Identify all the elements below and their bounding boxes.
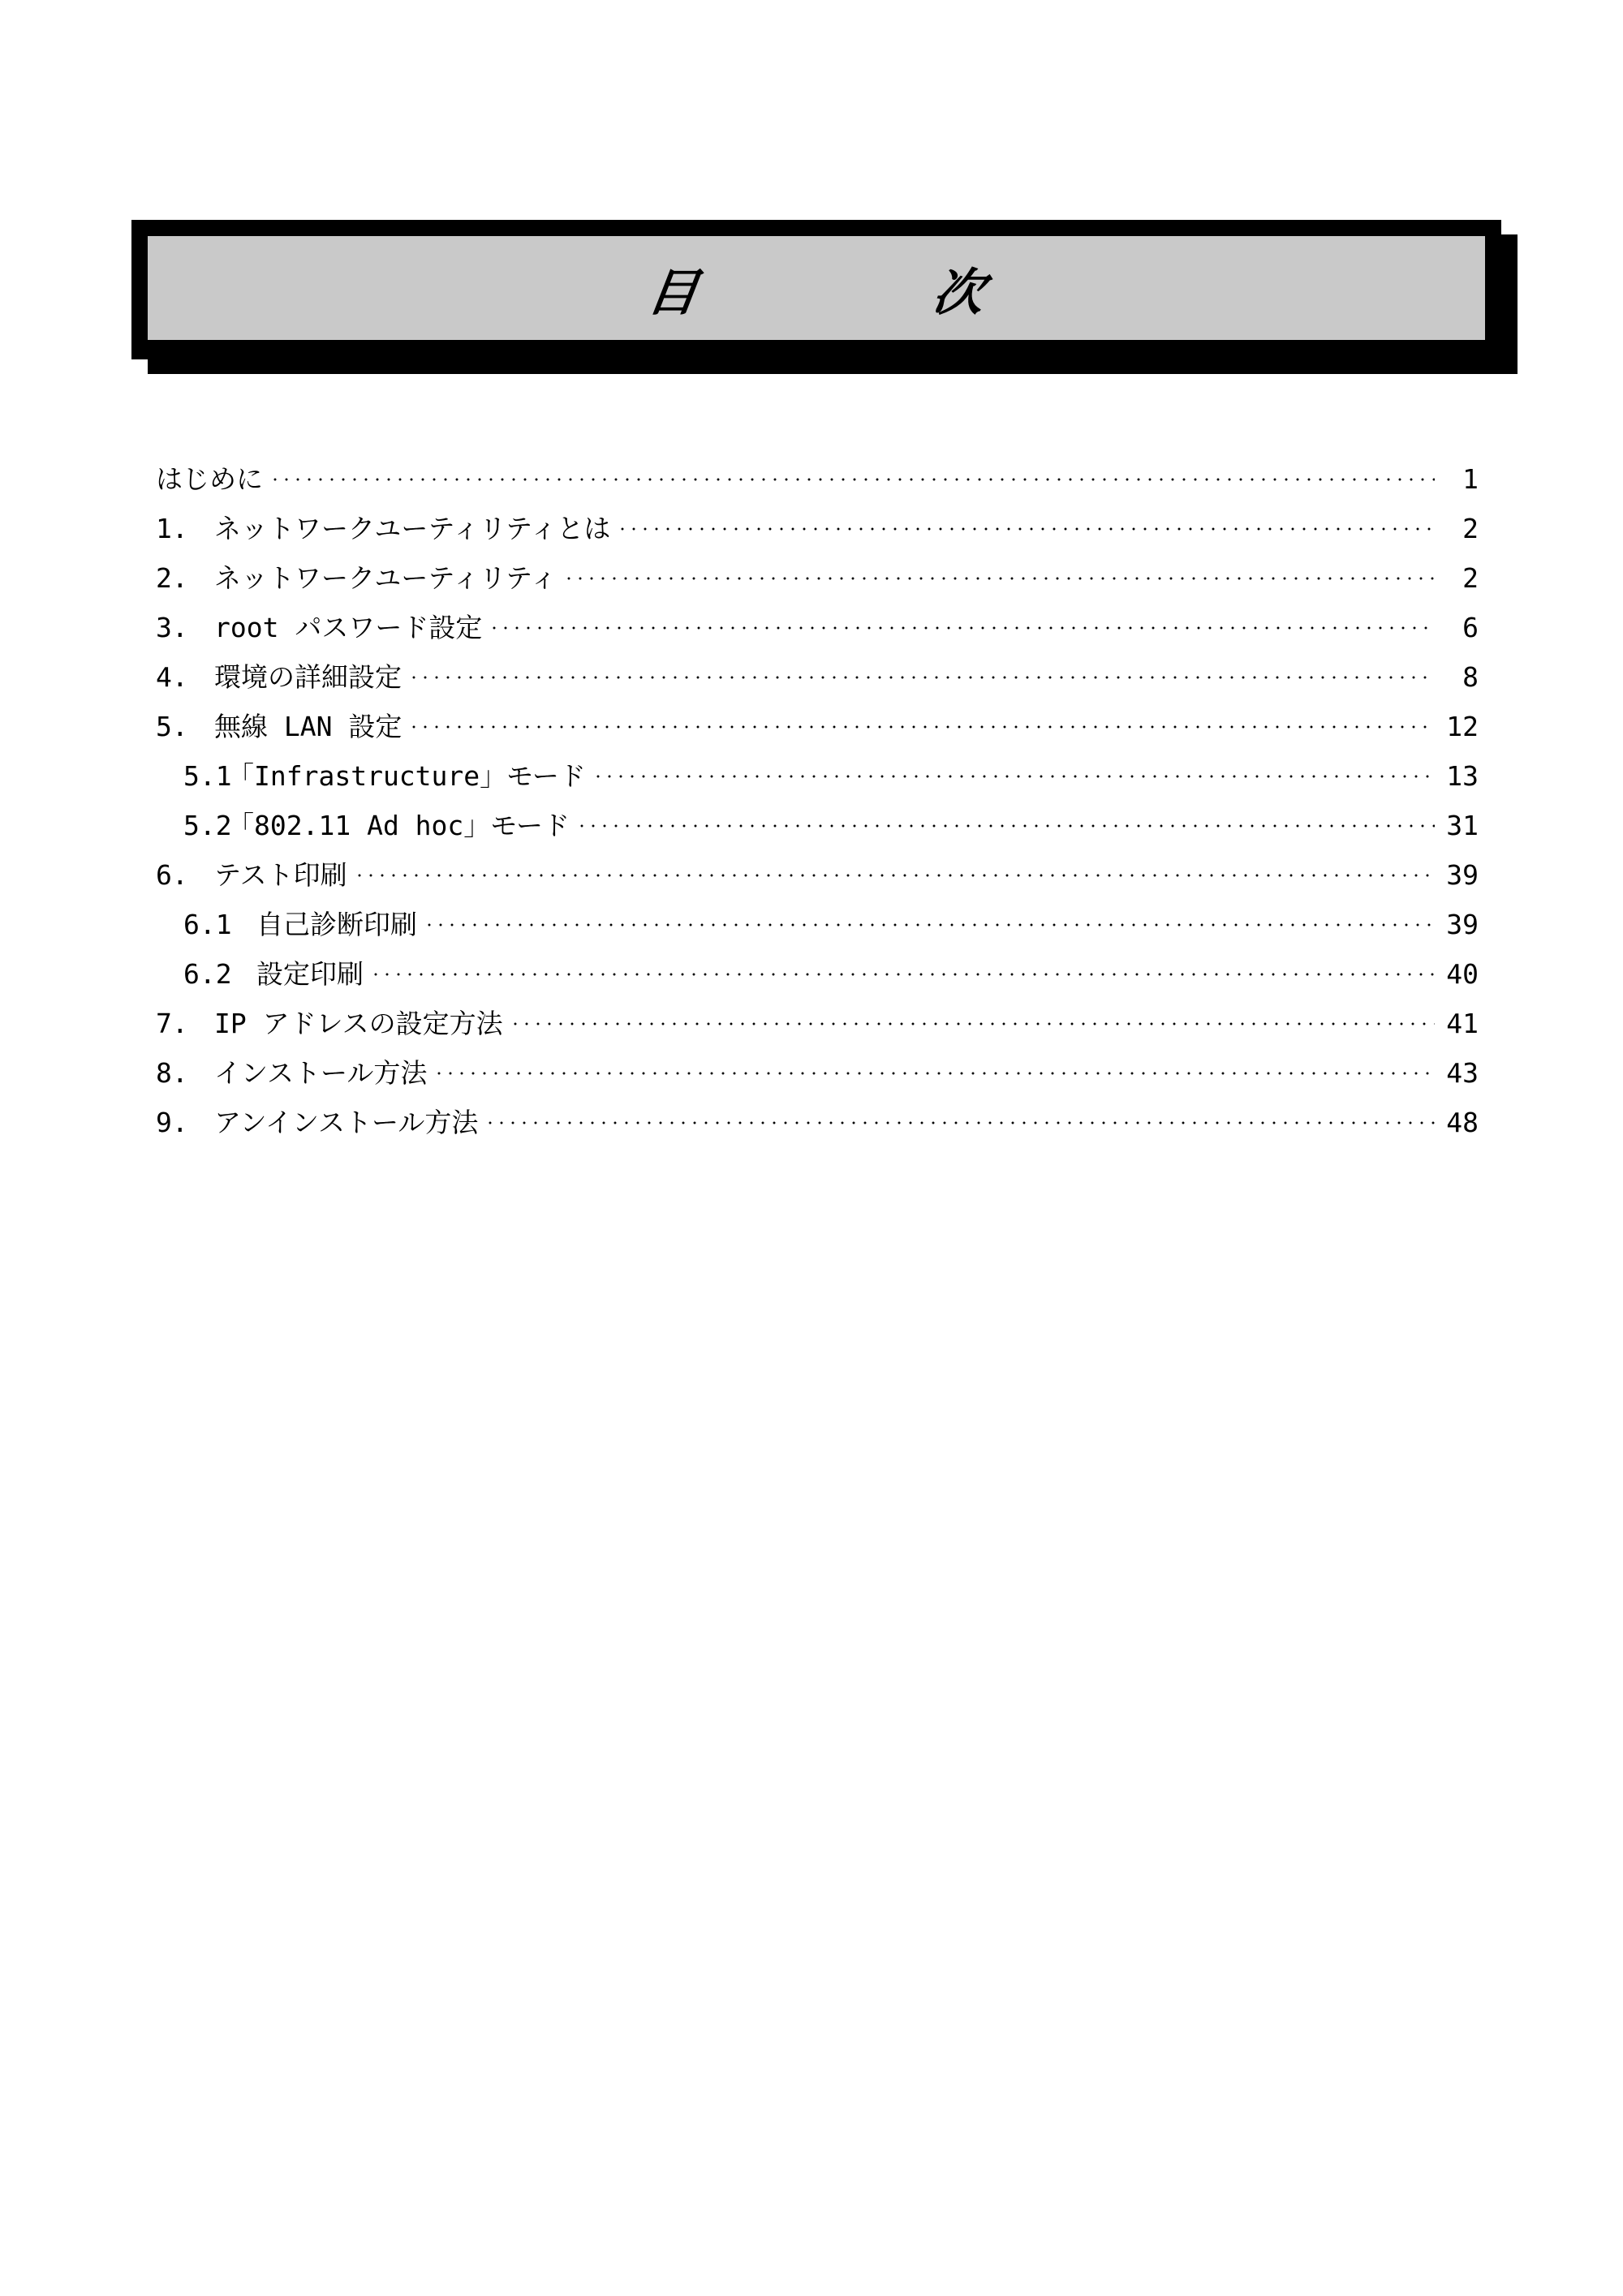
toc-entry-label: 設定印刷 (256, 958, 364, 990)
toc-entry-label: IP アドレスの設定方法 (214, 1008, 503, 1039)
dot-leader (510, 1022, 1435, 1025)
toc-entry-page: 1 (1462, 463, 1479, 495)
toc-entry-page: 39 (1446, 909, 1479, 940)
table-of-contents (156, 454, 1479, 1147)
toc-entry-page: 8 (1462, 661, 1479, 693)
toc-entry-7[interactable] (156, 999, 1479, 1048)
toc-entry-page: 2 (1462, 513, 1479, 544)
toc-entry-number: 7. (156, 1008, 188, 1039)
toc-entry-label: ネットワークユーティリティとは (214, 513, 611, 544)
toc-entry-label: テスト印刷 (214, 859, 347, 891)
toc-entry-number: 5.2 (183, 810, 232, 841)
toc-entry-label: 無線 LAN 設定 (214, 711, 403, 742)
dot-leader (576, 824, 1435, 828)
dot-leader (269, 478, 1435, 481)
toc-entry-number: 5.1 (183, 760, 232, 792)
toc-entry-page: 39 (1446, 859, 1479, 891)
toc-entry-number: 6.1 (183, 909, 232, 940)
toc-entry-page: 31 (1446, 810, 1479, 841)
toc-entry-5[interactable] (156, 702, 1479, 751)
toc-entry-page: 41 (1446, 1008, 1479, 1039)
toc-entry-page: 6 (1462, 612, 1479, 643)
toc-entry-label: インストール方法 (214, 1057, 428, 1089)
toc-entry-page: 48 (1446, 1107, 1479, 1138)
toc-entry-label: 「802.11 Ad hoc」モード (227, 810, 570, 841)
toc-entry-label: アンインストール方法 (214, 1107, 479, 1138)
toc-entry-number: 4. (156, 661, 188, 693)
toc-entry-page: 40 (1446, 958, 1479, 990)
toc-entry-9[interactable] (156, 1098, 1479, 1147)
dot-leader (592, 775, 1435, 778)
toc-entry-label: root パスワード設定 (214, 612, 483, 643)
dot-leader (563, 577, 1435, 580)
toc-entry-number: 3. (156, 612, 188, 643)
title-banner-panel (148, 236, 1485, 340)
toc-entry-page: 2 (1462, 562, 1479, 594)
toc-entry-3[interactable] (156, 603, 1479, 652)
dot-leader (370, 973, 1435, 976)
toc-entry-1[interactable] (156, 504, 1479, 553)
toc-entry-page: 43 (1446, 1057, 1479, 1089)
toc-entry-number: 8. (156, 1057, 188, 1089)
toc-entry-number: 6. (156, 859, 188, 891)
toc-entry-label: はじめに (156, 463, 263, 495)
toc-entry-page: 12 (1446, 711, 1479, 742)
dot-leader (484, 1121, 1435, 1124)
title-char-1: 目 (644, 262, 703, 322)
dot-leader (408, 725, 1435, 729)
dot-leader (489, 626, 1435, 630)
toc-entry-number: 1. (156, 513, 188, 544)
toc-entry-5-2[interactable] (156, 801, 1479, 850)
toc-entry-6-1[interactable] (156, 900, 1479, 949)
toc-entry-4[interactable] (156, 652, 1479, 702)
dot-leader (617, 527, 1435, 531)
toc-entry-number: 5. (156, 711, 188, 742)
dot-leader (424, 923, 1435, 927)
title-char-2: 次 (929, 262, 988, 322)
toc-entry-6-2[interactable] (156, 949, 1479, 999)
dot-leader (433, 1072, 1435, 1075)
toc-entry-introduction[interactable] (156, 454, 1479, 504)
dot-leader (354, 874, 1435, 877)
toc-entry-2[interactable] (156, 553, 1479, 603)
toc-entry-page: 13 (1446, 760, 1479, 792)
toc-entry-8[interactable] (156, 1048, 1479, 1098)
page-title (148, 236, 1485, 340)
toc-entry-label: 「Infrastructure」モード (227, 760, 586, 792)
toc-entry-number: 2. (156, 562, 188, 594)
dot-leader (408, 676, 1435, 679)
toc-entry-number: 6.2 (183, 958, 232, 990)
toc-entry-6[interactable] (156, 850, 1479, 900)
toc-entry-label: ネットワークユーティリティ (214, 562, 558, 594)
toc-entry-label: 環境の詳細設定 (214, 661, 402, 693)
toc-entry-label: 自己診断印刷 (256, 909, 417, 940)
toc-entry-number: 9. (156, 1107, 188, 1138)
toc-entry-5-1[interactable] (156, 751, 1479, 801)
